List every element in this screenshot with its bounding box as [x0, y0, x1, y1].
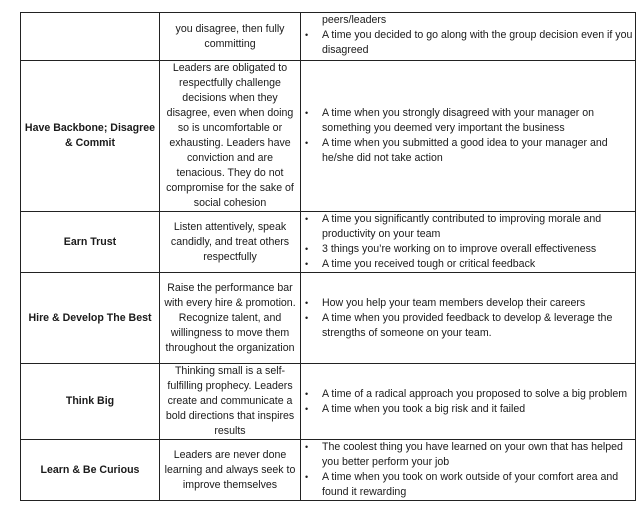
- prompt-item: peers/leaders: [322, 14, 387, 26]
- prompts-cell: [301, 61, 636, 212]
- prompts-cell: [301, 364, 636, 440]
- prompt-item: • A time when you provided feedback to develop & leverage the strengths of someone on your team.: [305, 311, 613, 339]
- prompt-list: [303, 387, 633, 417]
- table-row: [21, 440, 636, 501]
- prompt-item: • How you help your team members develop their careers: [305, 296, 586, 309]
- prompts-cell: [301, 13, 636, 61]
- bullet-icon: •: [305, 312, 309, 323]
- prompt-list: [303, 296, 633, 341]
- description-cell: Leaders are obligated to respectfully challenge decisions when they disagree, even when doing so is uncomfortable or exhausting. Leaders have conviction and are tenacious. They do not compromise for the sake of social cohesion: [160, 61, 301, 212]
- prompt-item: • 3 things you’re working on to improve overall effectiveness: [305, 243, 597, 255]
- prompt-list: [303, 440, 633, 500]
- bullet-icon: •: [305, 138, 309, 148]
- prompt-item: • A time when you took a big risk and it failed: [305, 402, 526, 415]
- principle-cell: Hire & Develop The Best: [21, 273, 160, 364]
- description-cell: you disagree, then fully committing: [160, 13, 301, 61]
- prompt-list: [303, 106, 633, 166]
- description-cell: Raise the performance bar with every hire & promotion. Recognize talent, and willingness to move them throughout the organization: [160, 273, 301, 364]
- principle-cell: Learn & Be Curious: [21, 440, 160, 501]
- prompt-item: • A time when you took on work outside of your comfort area and found it rewarding: [305, 471, 619, 498]
- principle-cell: [21, 13, 160, 61]
- prompt-item: • A time when you strongly disagreed with your manager on something you deemed very important the business: [305, 107, 595, 134]
- bullet-icon: •: [305, 214, 309, 224]
- table-row: [21, 212, 636, 273]
- leadership-principles-table: [20, 12, 636, 501]
- principle-cell: Think Big: [21, 364, 160, 440]
- prompt-item: • A time you decided to go along with the group decision even if you disagreed: [305, 29, 633, 56]
- bullet-icon: •: [305, 388, 309, 399]
- bullet-icon: •: [305, 30, 309, 40]
- prompts-cell: [301, 273, 636, 364]
- prompt-item: • A time you significantly contributed to improving morale and productivity on your team: [305, 213, 602, 240]
- prompt-item: • The coolest thing you have learned on your own that has helped you better perform your job: [305, 441, 623, 468]
- bullet-icon: •: [305, 108, 309, 118]
- description-cell: Leaders are never done learning and always seek to improve themselves: [160, 440, 301, 501]
- principle-cell: Earn Trust: [21, 212, 160, 273]
- prompt-item: • A time when you submitted a good idea to your manager and he/she did not take action: [305, 137, 608, 164]
- bullet-icon: •: [305, 403, 309, 414]
- bullet-icon: •: [305, 297, 309, 308]
- table-row: [21, 273, 636, 364]
- prompt-item: • A time of a radical approach you proposed to solve a big problem: [305, 387, 628, 400]
- bullet-icon: •: [305, 259, 309, 269]
- prompts-cell: [301, 212, 636, 273]
- prompt-list: [303, 13, 633, 58]
- prompts-cell: [301, 440, 636, 501]
- bullet-icon: •: [305, 472, 309, 482]
- bullet-icon: •: [305, 244, 309, 254]
- principle-cell: Have Backbone; Disagree & Commit: [21, 61, 160, 212]
- description-cell: Thinking small is a self-fulfilling prophecy. Leaders create and communicate a bold directions that inspires results: [160, 364, 301, 440]
- table-row: [21, 13, 636, 61]
- bullet-icon: •: [305, 442, 309, 452]
- prompt-item: • A time you received tough or critical feedback: [305, 258, 536, 270]
- prompt-list: [303, 212, 633, 272]
- table-row: [21, 364, 636, 440]
- description-cell: Listen attentively, speak candidly, and treat others respectfully: [160, 212, 301, 273]
- table-row: [21, 61, 636, 212]
